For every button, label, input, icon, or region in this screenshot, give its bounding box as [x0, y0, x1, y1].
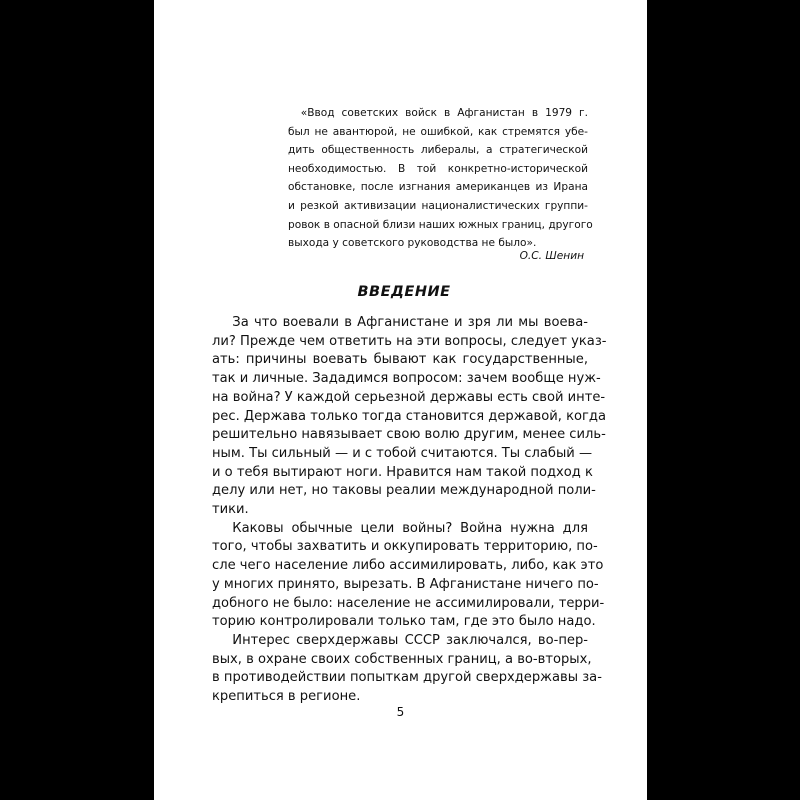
body-line: За что воевали в Афганистане и зря ли мы воева- — [232, 315, 588, 330]
body-line: ли? Прежде чем ответить на эти вопросы, следует указ- — [212, 333, 607, 349]
book-page — [154, 0, 647, 800]
body-line: торию контролировали только там, где это было надо. — [212, 614, 596, 630]
epigraph-line: ровок в опасной близи наших южных границ, другого — [288, 218, 593, 231]
epigraph-line: выхода у советского руководства не было». — [288, 237, 537, 250]
body-line: рес. Держава только тогда становится державой, когда — [212, 408, 606, 424]
body-line: того, чтобы захватить и оккупировать территорию, по- — [212, 539, 598, 555]
epigraph-line: обстановке, после изгнания американцев из Ирана — [288, 181, 588, 194]
epigraph-line: дить общественность либералы, а стратегической — [288, 144, 588, 157]
epigraph-line: «Ввод советских войск в Афганистан в 1979 г. — [300, 107, 588, 119]
body-line: Каковы обычные цели войны? Война нужна для — [232, 520, 588, 536]
body-line: на война? У каждой серьезной державы есть свой инте- — [212, 389, 606, 405]
body-line: так и личные. Зададимся вопросом: зачем вообще нуж- — [212, 371, 601, 387]
body-line: тики. — [212, 502, 249, 518]
body-line: вых, в охране своих собственных границ, а во-вторых, — [212, 651, 592, 667]
epigraph-line: был не авантюрой, не ошибкой, как стремятся убе- — [288, 125, 588, 138]
epigraph-line: необходимостью. В той конкретно-исторической — [288, 162, 588, 175]
body-line: Интерес сверхдержавы СССР заключался, во-пер- — [232, 632, 588, 648]
epigraph — [288, 104, 593, 253]
body-line: ать: причины воевать бывают как государственные, — [212, 352, 588, 368]
body-line: добного не было: население не ассимилировали, терри- — [212, 595, 605, 611]
epigraph-line: и резкой активизации националистических группи- — [288, 199, 588, 212]
page-number: 5 — [396, 705, 405, 719]
body-line: и о тебя вытирают ноги. Нравится нам такой подход к — [212, 464, 593, 480]
body-line: ным. Ты сильный — и с тобой считаются. Ты слабый — — [212, 445, 593, 461]
body-line: решительно навязывает свою волю другим, менее силь- — [212, 427, 606, 443]
body-line: крепиться в регионе. — [212, 689, 361, 705]
body-line: у многих принято, вырезать. В Афганистане ничего по- — [212, 576, 599, 592]
epigraph-author: О.С. Шенин — [519, 250, 584, 262]
body-line: сле чего население либо ассимилировать, либо, как это — [212, 558, 604, 574]
chapter-heading: ВВЕДЕНИЕ — [357, 284, 451, 300]
body-line: в противодействии попыткам другой сверхдержавы за- — [212, 670, 602, 686]
body-line: делу или нет, но таковы реалии международной поли- — [212, 483, 596, 499]
body-text — [212, 314, 607, 707]
